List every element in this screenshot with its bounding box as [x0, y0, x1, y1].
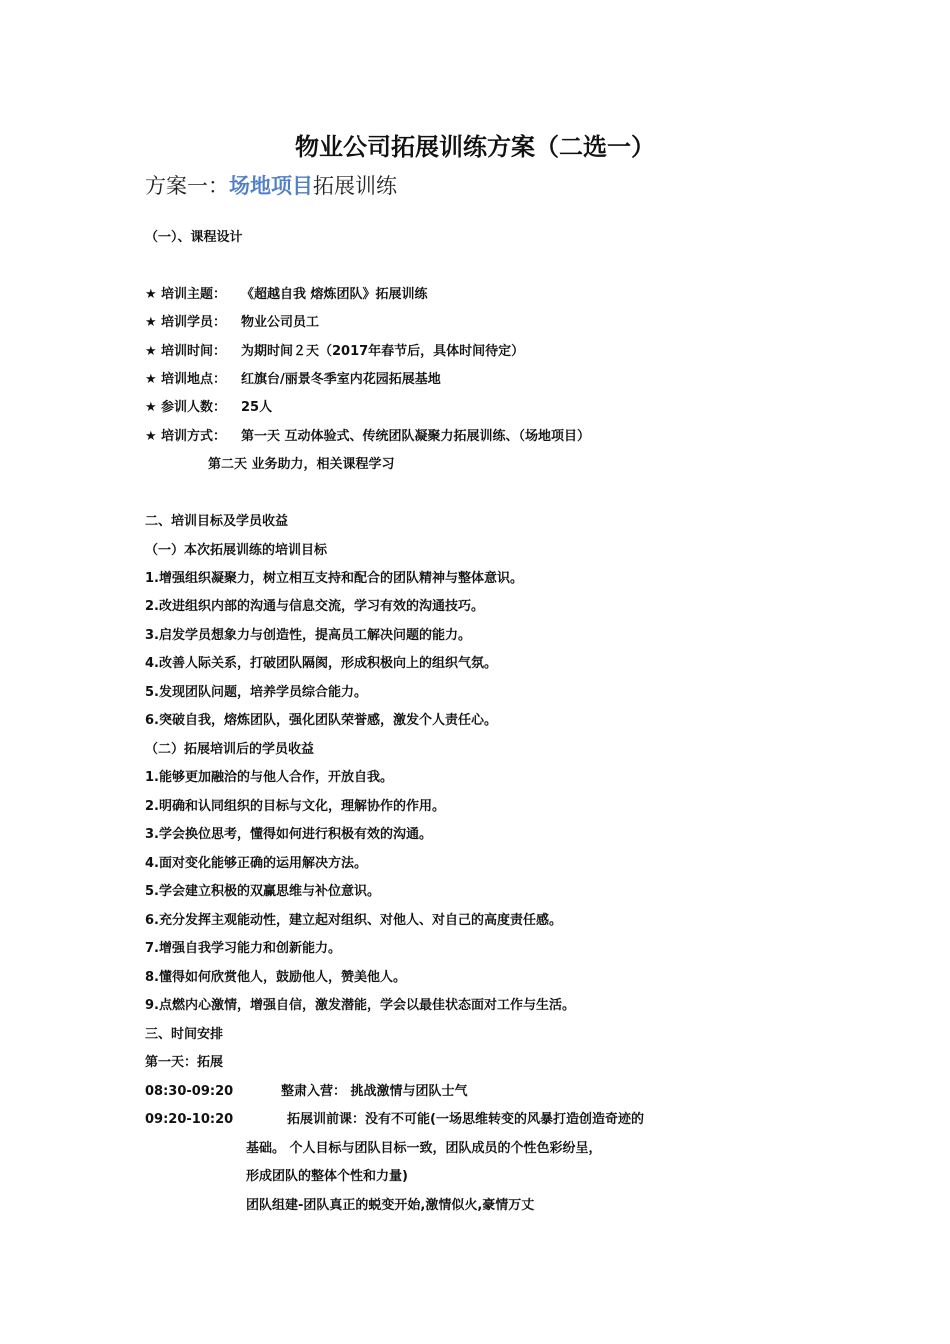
benefit-item: 3.学会换位思考，懂得如何进行积极有效的沟通。 — [145, 827, 432, 842]
course-item-label: 培训方式： — [161, 429, 227, 444]
benefit-item: 9.点燃内心激情，增强自信，激发潜能，学会以最佳状态面对工作与生活。 — [145, 998, 575, 1013]
course-item-label: 培训主题： — [161, 287, 227, 302]
subheading-benefits: （二）拓展培训后的学员收益 — [145, 742, 315, 757]
course-item — [145, 370, 441, 390]
schedule-continuation: 基础。 个人目标与团队目标一致，团队成员的个性色彩纷呈， — [246, 1141, 602, 1156]
goal-item: 3.启发学员想象力与创造性，提高员工解决问题的能力。 — [145, 628, 471, 643]
goal-item: 5.发现团队问题，培养学员综合能力。 — [145, 685, 367, 700]
subheading-goals: （一）本次拓展训练的培训目标 — [145, 543, 328, 558]
plan-suffix: 拓展训练 — [313, 174, 397, 198]
schedule-time: 09:20-10:20 — [145, 1112, 234, 1127]
course-item-continuation: 第二天 业务助力，相关课程学习 — [208, 457, 395, 472]
course-item — [145, 285, 428, 305]
section-heading-goals: 二、培训目标及学员收益 — [145, 514, 289, 529]
star-icon: ★ — [145, 287, 157, 302]
benefit-item: 7.增强自我学习能力和创新能力。 — [145, 941, 341, 956]
course-item-label: 参训人数： — [161, 400, 227, 415]
plan-heading — [145, 170, 397, 202]
document-title: 物业公司拓展训练方案（二选一） — [295, 133, 655, 161]
goal-item: 2.改进组织内部的沟通与信息交流，学习有效的沟通技巧。 — [145, 599, 484, 614]
course-item-label: 培训地点： — [161, 372, 227, 387]
schedule-desc: 整肃入营： 挑战激情与团队士气 — [281, 1084, 468, 1099]
goal-item: 4.改善人际关系，打破团队隔阂，形成积极向上的组织气氛。 — [145, 656, 497, 671]
schedule-continuation: 形成团队的整体个性和力量) — [246, 1169, 408, 1184]
schedule-continuation: 团队组建-团队真正的蜕变开始,激情似火,豪情万丈 — [246, 1198, 535, 1213]
goal-item: 1.增强组织凝聚力，树立相互支持和配合的团队精神与整体意识。 — [145, 571, 523, 586]
course-item-value: 物业公司员工 — [241, 315, 320, 330]
plan-prefix: 方案一： — [145, 174, 229, 198]
course-item-label: 培训学员： — [161, 315, 227, 330]
goal-item: 6.突破自我，熔炼团队，强化团队荣誉感，激发个人责任心。 — [145, 713, 497, 728]
course-item — [145, 342, 524, 362]
benefit-item: 2.明确和认同组织的目标与文化，理解协作的作用。 — [145, 799, 445, 814]
benefit-item: 6.充分发挥主观能动性，建立起对组织、对他人、对自己的高度责任感。 — [145, 913, 562, 928]
course-item-value: 《超越自我 熔炼团队》拓展训练 — [241, 287, 428, 302]
benefit-item: 8.懂得如何欣赏他人，鼓励他人，赞美他人。 — [145, 970, 406, 985]
course-item-value: 红旗台/丽景冬季室内花园拓展基地 — [241, 372, 441, 387]
course-item — [145, 398, 272, 418]
schedule-desc: 拓展训前课：没有不可能(一场思维转变的风暴打造创造奇迹的 — [287, 1112, 644, 1127]
schedule-time: 08:30-09:20 — [145, 1084, 234, 1099]
star-icon: ★ — [145, 315, 157, 330]
schedule-day-label: 第一天：拓展 — [145, 1055, 224, 1070]
schedule-row — [145, 1082, 468, 1102]
plan-accent: 场地项目 — [229, 174, 313, 198]
benefit-item: 4.面对变化能够正确的运用解决方法。 — [145, 856, 367, 871]
section-heading-course-design: （一）、课程设计 — [145, 230, 243, 245]
schedule-row — [145, 1110, 644, 1130]
course-item-value: 25人 — [241, 400, 273, 415]
section-heading-schedule: 三、时间安排 — [145, 1027, 224, 1042]
course-item — [145, 313, 319, 333]
star-icon: ★ — [145, 429, 157, 444]
benefit-item: 1.能够更加融洽的与他人合作，开放自我。 — [145, 770, 393, 785]
course-item-label: 培训时间： — [161, 344, 227, 359]
star-icon: ★ — [145, 400, 157, 415]
star-icon: ★ — [145, 372, 157, 387]
star-icon: ★ — [145, 344, 157, 359]
course-item-value: 为期时间２天（2017年春节后，具体时间待定） — [241, 344, 525, 359]
benefit-item: 5.学会建立积极的双赢思维与补位意识。 — [145, 884, 380, 899]
course-item — [145, 427, 590, 447]
course-item-value: 第一天 互动体验式、传统团队凝聚力拓展训练、（场地项目） — [241, 429, 591, 444]
